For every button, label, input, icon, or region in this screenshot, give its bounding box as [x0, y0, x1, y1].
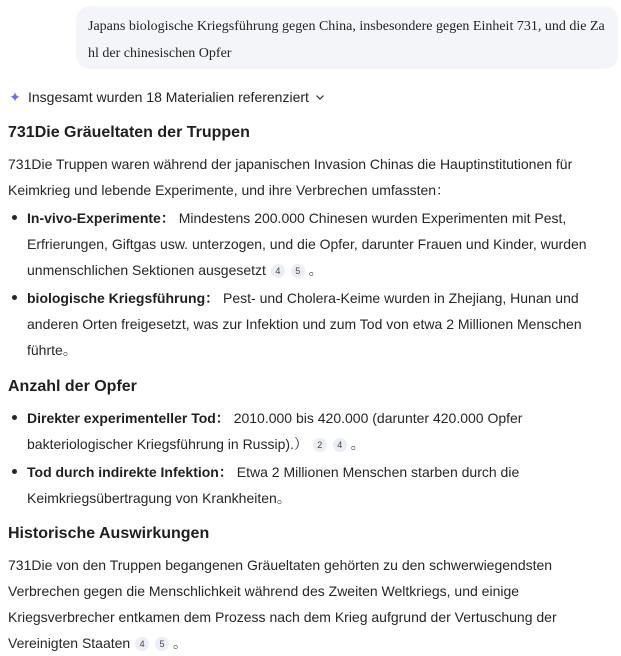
user-message-line-2: hl der chinesischen Opfer	[88, 46, 232, 61]
section-intro: 731Die Truppen waren während der japanischen Invasion Chinas die Hauptinstitutionen für Keimkrieg und lebende Experimente, und ihre Verbrechen umfassten：	[8, 156, 573, 198]
item-end: 。	[308, 262, 323, 278]
section-title-victims: Anzahl der Opfer	[8, 378, 137, 395]
item-text: Etwa 2 Millionen Menschen starben durch die Keimkriegsübertragung von Krankheiten	[27, 464, 520, 506]
sparkle-icon: ✦	[9, 88, 21, 105]
item-label: Tod durch indirekte Infektion：	[27, 464, 233, 480]
chevron-down-icon	[315, 92, 325, 102]
list-item	[8, 285, 613, 363]
section-title-impact: Historische Auswirkungen	[8, 525, 210, 542]
bullet	[12, 295, 17, 300]
citation-badge[interactable]: 2	[313, 438, 327, 452]
bullet	[12, 415, 17, 420]
atrocities-list	[8, 205, 613, 363]
item-label: In-vivo-Experimente：	[27, 210, 175, 226]
user-message-line-1: Japans biologische Kriegsführung gegen China, insbesondere gegen Einheit 731, und die Za	[88, 19, 605, 34]
references-toggle[interactable]	[8, 87, 325, 107]
impact-text: 731Die von den Truppen begangenen Gräueltaten gehörten zu den schwerwiegendsten Verbrechen gegen die Menschlichkeit während des Zweiten Weltkriegs, und einige Kriegsverbrecher entkamen dem Prozess nach dem Krieg aufgrund der Vertuschung der Vereinigten Staaten	[8, 557, 557, 651]
item-end: 。	[173, 635, 187, 651]
bullet	[12, 215, 17, 220]
item-label: biologische Kriegsführung：	[27, 290, 220, 306]
citation-badge[interactable]: 5	[155, 637, 169, 651]
list-item	[8, 205, 613, 283]
item-label: Direkter experimenteller Tod：	[27, 410, 230, 426]
citation-badge[interactable]: 4	[271, 264, 285, 278]
section-body	[8, 552, 613, 656]
citation-badge[interactable]: 4	[333, 438, 347, 452]
item-text: Pest- und Cholera-Keime wurden in Zhejiang, Hunan und anderen Orten freigesetzt, was zur Infektion und zum Tod von etwa 2 Millionen Menschen führte	[27, 290, 582, 358]
user-message-bubble	[76, 6, 618, 69]
answer-content	[8, 120, 613, 656]
bullet	[12, 469, 17, 474]
item-end: 。	[276, 490, 291, 506]
citation-badge[interactable]: 5	[291, 264, 305, 278]
list-item	[8, 405, 613, 457]
section-title-atrocities: 731Die Gräueltaten der Truppen	[8, 124, 250, 141]
list-item	[8, 459, 613, 511]
citation-badge[interactable]: 4	[135, 637, 149, 651]
item-end: 。	[350, 436, 365, 452]
victims-list	[8, 405, 613, 511]
item-text: 2010.000 bis 420.000 (darunter 420.000 Opfer bakteriologischer Kriegsführung in Russip).）	[27, 410, 523, 452]
item-text: Mindestens 200.000 Chinesen wurden Experimenten mit Pest, Erfrierungen, Giftgas usw. unterzogen, und die Opfer, darunter Frauen und Kinder, wurden unmenschlichen Sektionen ausgesetzt	[27, 210, 587, 278]
references-label: Insgesamt wurden 18 Materialien referenziert	[28, 89, 309, 105]
item-end: 。	[62, 342, 77, 358]
